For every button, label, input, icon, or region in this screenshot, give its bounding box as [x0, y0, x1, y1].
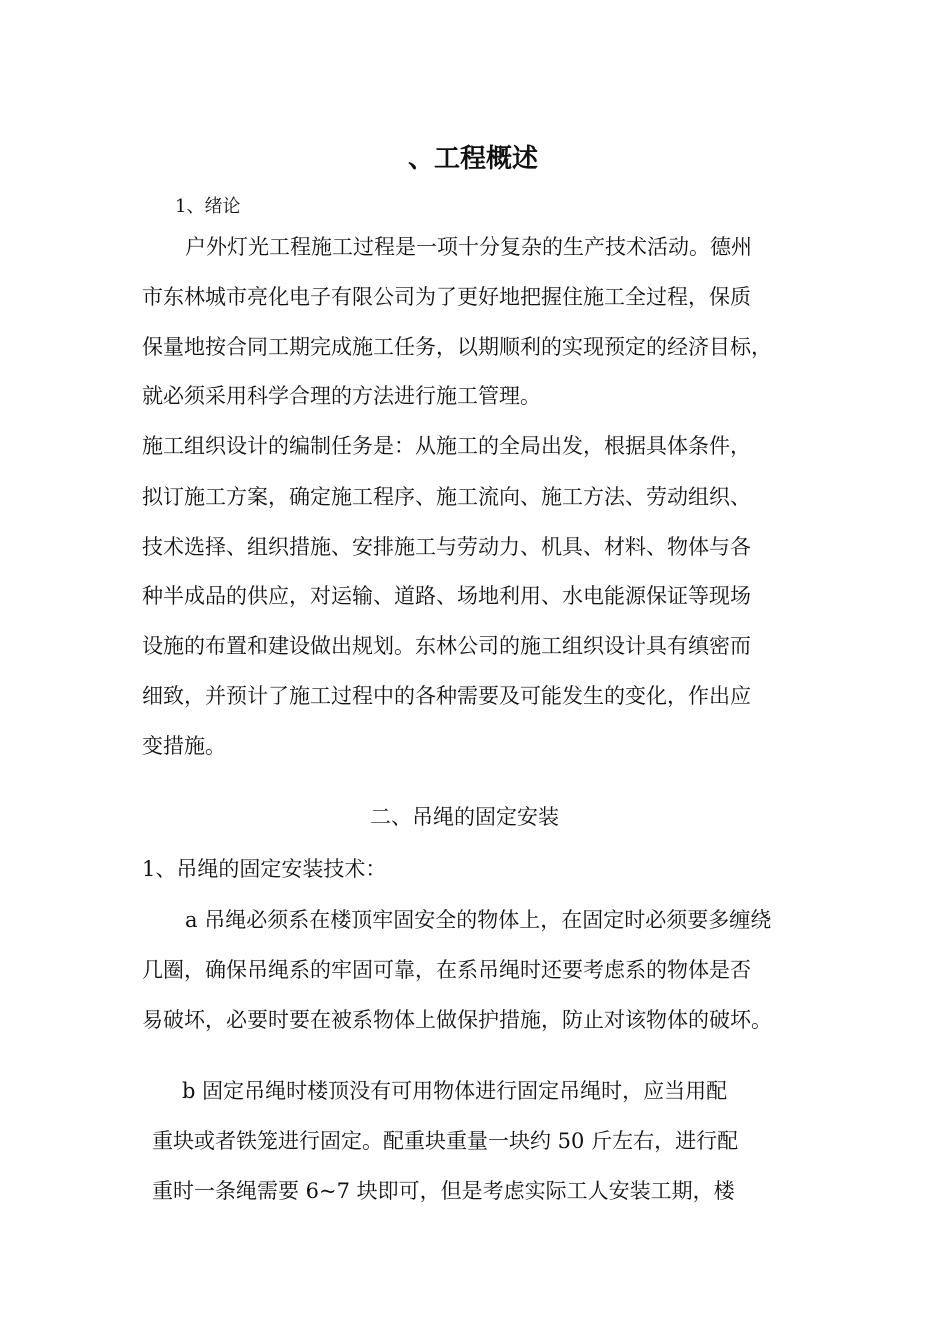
para-b-line-3: 重时一条绳需要 6~7 块即可，但是考虑实际工人安装工期，楼 — [152, 1179, 735, 1203]
section-1-title: 、工程概述 — [408, 144, 539, 174]
para2-line-3: 技术选择、组织措施、安排施工与劳动力、机具、材料、物体与各 — [142, 535, 751, 559]
para2-line-5: 设施的布置和建设做出规划。东林公司的施工组织设计具有缜密而 — [142, 634, 751, 658]
para1-line-1: 户外灯光工程施工过程是一项十分复杂的生产技术活动。德州 — [185, 235, 752, 259]
para-b-line-2: 重块或者铁笼进行固定。配重块重量一块约 50 斤左右，进行配 — [152, 1129, 739, 1153]
para2-line-2: 拟订施工方案，确定施工程序、施工流向、施工方法、劳动组织、 — [142, 485, 751, 509]
para-b-line-1: b 固定吊绳时楼顶没有可用物体进行固定吊绳时，应当用配 — [182, 1079, 728, 1103]
para2-line-7: 变措施。 — [142, 734, 226, 758]
para2-line-4: 种半成品的供应，对运输、道路、场地利用、水电能源保证等现场 — [142, 584, 751, 608]
para2-line-1: 施工组织设计的编制任务是：从施工的全局出发，根据具体条件， — [142, 434, 751, 458]
para1-line-2: 市东林城市亮化电子有限公司为了更好地把握住施工全过程，保质 — [142, 285, 751, 309]
para2-line-6: 细致，并预计了施工过程中的各种需要及可能发生的变化，作出应 — [142, 684, 751, 708]
para-a-line-3: 易破坏，必要时要在被系物体上做保护措施，防止对该物体的破坏。 — [142, 1008, 772, 1032]
section-2-title: 二、吊绳的固定安装 — [370, 805, 559, 829]
para-a-line-2: 几圈，确保吊绳系的牢固可靠，在系吊绳时还要考虑系的物体是否 — [142, 958, 751, 982]
section-2-subtitle: 1、吊绳的固定安装技术： — [142, 857, 387, 881]
section-1-subtitle: 1、绪论 — [175, 196, 241, 217]
para-a-line-1: a 吊绳必须系在楼顶牢固安全的物体上，在固定时必须要多缠绕 — [185, 908, 772, 932]
para1-line-4: 就必须采用科学合理的方法进行施工管理。 — [142, 384, 541, 408]
para1-line-3: 保量地按合同工期完成施工任务，以期顺利的实现预定的经济目标， — [142, 335, 772, 359]
